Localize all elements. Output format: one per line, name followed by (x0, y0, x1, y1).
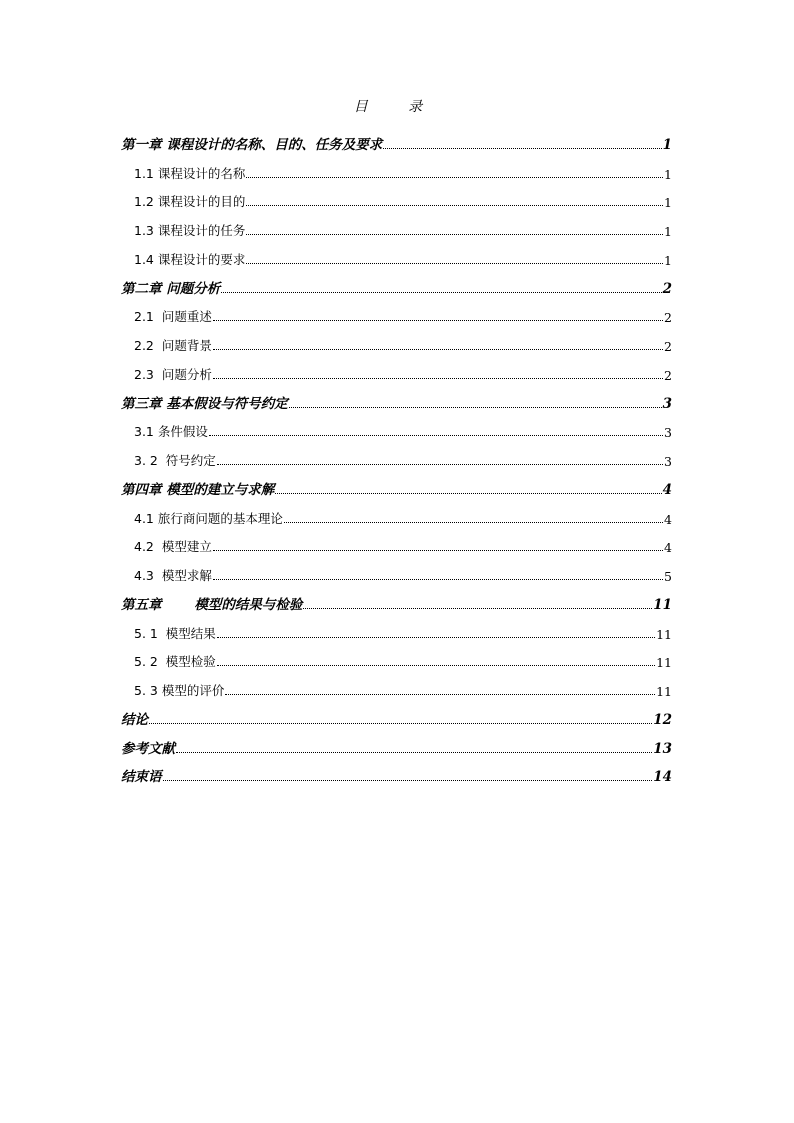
toc-entry (121, 757, 672, 786)
toc-entry (121, 239, 672, 268)
toc-entry-page: 5 (664, 569, 672, 584)
toc-entry-label: 结论 (121, 711, 148, 728)
toc-entry-page: 3 (664, 425, 672, 441)
toc-entry-page: 14 (653, 769, 672, 786)
toc-entry-label: 5. 3 模型的评价 (134, 683, 225, 698)
dot-leader (246, 234, 663, 235)
toc-entry-page: 1 (664, 224, 672, 239)
toc-entry-page: 1 (664, 166, 672, 182)
toc-entry-label: 1.4 课程设计的要求 (134, 251, 246, 267)
toc-entry-page: 2 (662, 280, 672, 297)
dot-leader (213, 320, 663, 321)
toc-entry-label: 5. 2 模型检验 (134, 654, 216, 670)
toc-entry-label: 2.3 问题分析 (134, 366, 212, 382)
toc-entry (121, 297, 672, 326)
toc-entry (121, 527, 672, 556)
toc-entry-label: 1.1 课程设计的名称 (134, 165, 246, 181)
toc-entry-label: 第一章 课程设计的名称、目的、任务及要求 (121, 136, 383, 153)
toc-entry-page: 2 (664, 367, 672, 383)
toc-entry (121, 383, 672, 412)
dot-leader (213, 579, 663, 580)
toc-entry (121, 642, 672, 671)
dot-leader (221, 292, 661, 293)
toc-entry-label: 3.1 条件假设 (134, 424, 208, 440)
dot-leader (176, 752, 652, 753)
toc-entry-page: 2 (664, 310, 672, 326)
toc-entry (121, 440, 672, 469)
toc-entry-label: 1.3 课程设计的任务 (134, 223, 246, 238)
toc-entry-page: 11 (656, 684, 672, 699)
toc-entry (121, 153, 672, 182)
toc-entry-label: 2.2 问题背景 (134, 338, 212, 353)
toc-entry-label: 第二章 问题分析 (121, 280, 221, 297)
toc-entry-page: 4 (662, 481, 672, 498)
toc-entry-label: 参考文献 (121, 740, 175, 757)
toc-entry (121, 584, 672, 613)
dot-leader (289, 407, 662, 408)
dot-leader (213, 550, 663, 551)
toc-entry-label: 4.3 模型求解 (134, 568, 212, 583)
toc-entry-page: 3 (664, 454, 672, 469)
toc-entry (121, 354, 672, 383)
toc-entry (121, 498, 672, 527)
toc-entry-page: 11 (656, 655, 672, 671)
toc-entry (121, 412, 672, 441)
toc-entry-page: 11 (653, 596, 672, 613)
dot-leader (217, 665, 655, 666)
toc-entry-page: 1 (664, 252, 672, 268)
toc-entry-label: 5. 1 模型结果 (134, 625, 216, 641)
toc-entry-page: 11 (656, 626, 672, 642)
toc-entry-page: 12 (653, 711, 672, 728)
toc-entry (121, 469, 672, 498)
toc-entry (121, 728, 672, 757)
dot-leader (149, 723, 652, 724)
dot-leader (213, 378, 663, 379)
toc-entry-label: 结束语 (121, 769, 162, 786)
toc-entry-label: 3. 2 符号约定 (134, 453, 216, 468)
toc-entry-page: 1 (662, 136, 672, 153)
toc-entry-label: 1.2 课程设计的目的 (134, 194, 246, 210)
dot-leader (213, 349, 663, 350)
toc-entry-page: 2 (664, 339, 672, 354)
dot-leader (225, 694, 655, 695)
dot-leader (217, 637, 655, 638)
toc-entry (121, 182, 672, 211)
toc-entry (121, 613, 672, 642)
table-of-contents (121, 124, 672, 785)
dot-leader (284, 522, 663, 523)
toc-entry-label: 2.1 问题重述 (134, 309, 212, 325)
toc-entry-label: 第四章 模型的建立与求解 (121, 481, 275, 498)
toc-entry (121, 555, 672, 584)
toc-entry-page: 4 (664, 540, 672, 556)
dot-leader (275, 493, 661, 494)
toc-entry-label: 4.2 模型建立 (134, 539, 212, 555)
toc-entry (121, 268, 672, 297)
dot-leader (163, 780, 653, 781)
toc-entry (121, 210, 672, 239)
toc-entry-page: 13 (653, 740, 672, 757)
dot-leader (246, 263, 663, 264)
toc-entry (121, 124, 672, 153)
dot-leader (303, 608, 652, 609)
toc-entry-page: 3 (662, 395, 672, 412)
toc-entry (121, 325, 672, 354)
toc-entry (121, 699, 672, 728)
dot-leader (246, 205, 663, 206)
dot-leader (217, 464, 663, 465)
dot-leader (383, 148, 661, 149)
dot-leader (209, 435, 663, 436)
toc-entry-label: 第三章 基本假设与符号约定 (121, 395, 288, 412)
dot-leader (246, 177, 663, 178)
toc-entry-label: 第五章 模型的结果与检验 (121, 596, 303, 613)
toc-entry-label: 4.1 旅行商问题的基本理论 (134, 510, 283, 526)
toc-entry-page: 1 (664, 195, 672, 211)
toc-entry-page: 4 (664, 511, 672, 527)
toc-entry (121, 670, 672, 699)
toc-title: 目 录 (353, 99, 441, 115)
